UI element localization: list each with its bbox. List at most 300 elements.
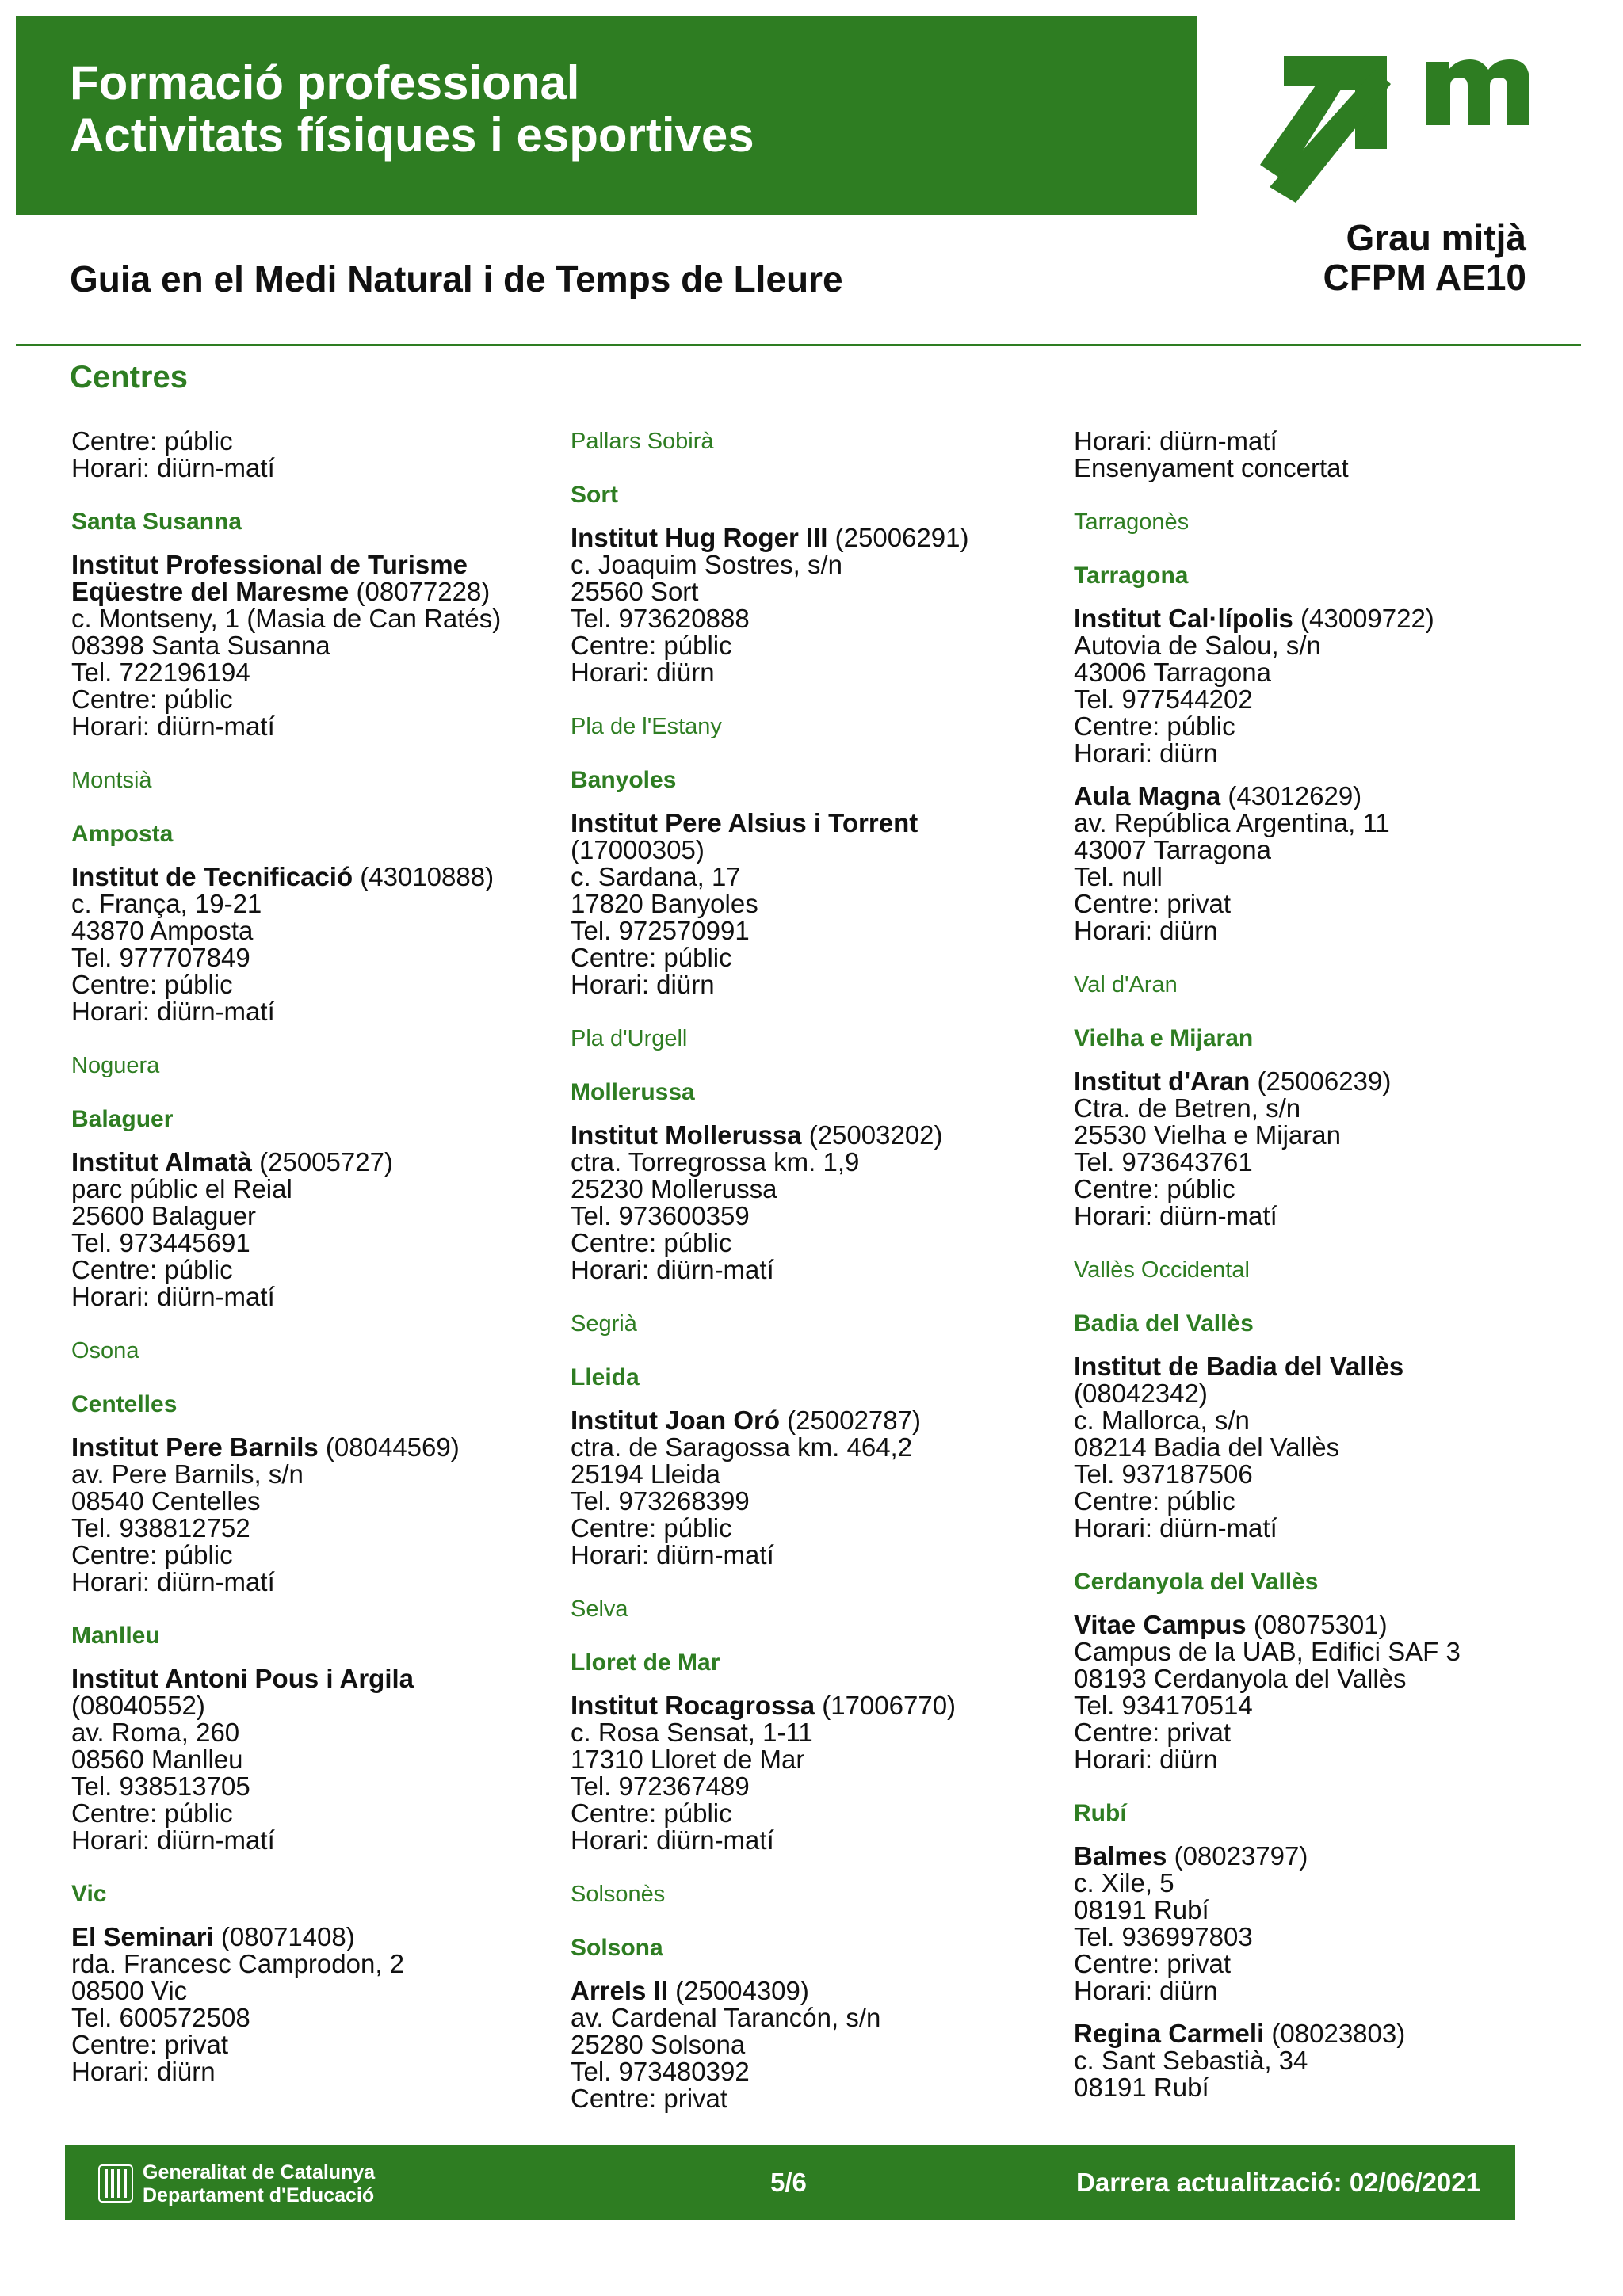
center-entry	[1074, 428, 1565, 482]
center-entry	[71, 551, 563, 740]
entry-line	[1074, 864, 1565, 891]
center-name: Institut Cal·lípolis	[1074, 604, 1293, 633]
center-entry	[571, 524, 1062, 686]
entry-detail: 08191 Rubí	[1074, 1895, 1209, 1924]
entry-line	[1074, 1095, 1565, 1122]
entry-line	[71, 864, 563, 891]
entry-detail: 08191 Rubí	[1074, 2073, 1209, 2102]
arrow-m-logo-icon	[1252, 46, 1537, 212]
entry-line	[571, 1257, 1062, 1283]
entry-line	[571, 1176, 1062, 1203]
entry-detail: 25280 Solsona	[571, 2030, 746, 2059]
entry-detail: ctra. de Saragossa km. 464,2	[571, 1432, 913, 1462]
entry-line	[1074, 2047, 1565, 2074]
entry-detail: Horari: diürn	[71, 2057, 216, 2086]
comarca-heading: Selva	[571, 1596, 628, 1622]
entry-detail: 25560 Sort	[571, 577, 699, 606]
entry-detail: c. Joaquim Sostres, s/n	[571, 550, 842, 579]
entry-line	[571, 2058, 1062, 2085]
entry-line	[571, 1542, 1062, 1569]
entry-line	[71, 1203, 563, 1230]
entry-detail: Horari: diürn-matí	[1074, 426, 1277, 456]
comarca-heading: Pla de l'Estany	[571, 714, 722, 739]
entry-detail: Centre: públic	[571, 631, 732, 660]
entry-line	[571, 1746, 1062, 1773]
entry-detail: Tel. 722196194	[71, 658, 250, 687]
comarca-heading: Montsià	[71, 768, 152, 793]
entry-detail: Tel. 973643761	[1074, 1147, 1253, 1177]
city-heading: Centelles	[71, 1391, 178, 1417]
page-number: 5/6	[770, 2168, 807, 2197]
center-entry	[1074, 1068, 1565, 1230]
entry-detail: Horari: diürn-matí	[71, 1567, 275, 1596]
entry-detail: ctra. Torregrossa km. 1,9	[571, 1147, 860, 1177]
center-name: Institut Hug Roger III	[571, 523, 828, 552]
comarca-heading: Vallès Occidental	[1074, 1257, 1250, 1283]
center-name: Institut Pere Barnils	[71, 1432, 319, 1462]
entry-line	[571, 1719, 1062, 1746]
grade-level: Grau mitjà	[1346, 217, 1526, 258]
center-entry	[571, 1978, 1062, 2112]
center-name: Institut Joan Oró	[571, 1405, 780, 1435]
center-name: Institut Mollerussa	[571, 1120, 802, 1150]
center-entry	[1074, 1611, 1565, 1773]
comarca-heading: Osona	[71, 1338, 139, 1363]
entry-detail: Horari: diürn-matí	[1074, 1201, 1277, 1230]
entry-line	[1074, 1924, 1565, 1951]
center-code: (08023803)	[1264, 2019, 1406, 2048]
entry-detail: Tel. 972367489	[571, 1772, 750, 1801]
entry-detail: Autovia de Salou, s/n	[1074, 631, 1321, 660]
center-code: (25004309)	[667, 1976, 809, 2005]
entry-detail: (08040552)	[71, 1691, 205, 1720]
city-heading: Lleida	[571, 1364, 640, 1390]
entry-line	[1074, 1122, 1565, 1149]
entry-detail: Tel. 973620888	[571, 604, 750, 633]
entry-detail: c. França, 19-21	[71, 889, 262, 918]
entry-detail: Tel. 973480392	[571, 2057, 750, 2086]
entry-line	[571, 1515, 1062, 1542]
entry-line	[71, 917, 563, 944]
entry-line	[71, 551, 563, 578]
entry-detail: Horari: diürn-matí	[571, 1540, 774, 1569]
center-entry	[71, 428, 563, 482]
entry-line	[71, 971, 563, 998]
entry-line	[71, 605, 563, 632]
comarca-heading: Segrià	[571, 1311, 637, 1337]
comarca-heading: Pla d'Urgell	[571, 1026, 688, 1051]
center-code: (08077228)	[349, 577, 491, 606]
entry-line	[1074, 1407, 1565, 1434]
center-entry	[71, 1924, 563, 2085]
entry-line	[71, 1515, 563, 1542]
city-heading: Vic	[71, 1881, 107, 1907]
entry-line	[571, 632, 1062, 659]
city-heading: Balaguer	[71, 1106, 174, 1132]
entry-detail: Centre: públic	[571, 943, 732, 972]
entry-line	[71, 1283, 563, 1310]
entry-detail: 17310 Lloret de Mar	[571, 1745, 805, 1774]
entry-detail: av. Cardenal Tarancón, s/n	[571, 2003, 881, 2032]
center-name: Vitae Campus	[1074, 1610, 1247, 1639]
center-entry	[1074, 1843, 1565, 2004]
entry-line	[71, 1827, 563, 1854]
entry-line	[1074, 605, 1565, 632]
entry-detail: 08193 Cerdanyola del Vallès	[1074, 1664, 1407, 1693]
title-line-2: Activitats físiques i esportives	[70, 109, 754, 162]
entry-detail: c. Xile, 5	[1074, 1868, 1174, 1897]
entry-line	[571, 551, 1062, 578]
entry-line	[571, 944, 1062, 971]
entry-detail: Horari: diürn	[1074, 1976, 1218, 2005]
entry-detail: c. Rosa Sensat, 1-11	[571, 1718, 813, 1747]
entry-line	[571, 891, 1062, 917]
entry-detail: av. Roma, 260	[71, 1718, 240, 1747]
entry-line	[1074, 659, 1565, 686]
city-heading: Vielha e Mijaran	[1074, 1025, 1254, 1051]
entry-detail: 25194 Lleida	[571, 1459, 721, 1489]
entry-detail: Centre: privat	[571, 2084, 728, 2113]
entry-detail: Tel. 936997803	[1074, 1922, 1253, 1951]
entry-detail: Tel. 934170514	[1074, 1691, 1253, 1720]
entry-line	[1074, 2074, 1565, 2101]
entry-detail: Tel. 977544202	[1074, 685, 1253, 714]
center-entry	[1074, 605, 1565, 767]
entry-line	[71, 713, 563, 740]
city-heading: Manlleu	[71, 1623, 160, 1649]
entry-line	[1074, 1176, 1565, 1203]
entry-detail: 25600 Balaguer	[71, 1201, 257, 1230]
entry-line	[1074, 1746, 1565, 1773]
entry-detail: Tel. 937187506	[1074, 1459, 1253, 1489]
center-code: (43010888)	[353, 862, 495, 891]
center-name: Aula Magna	[1074, 781, 1221, 810]
comarca-heading: Pallars Sobirà	[571, 429, 714, 454]
entry-line	[71, 1665, 563, 1692]
center-name: Balmes	[1074, 1841, 1167, 1871]
grade-code: CFPM AE10	[1323, 257, 1526, 298]
entry-detail: Centre: públic	[71, 1255, 233, 1284]
center-code: (43009722)	[1293, 604, 1434, 633]
entry-detail: av. República Argentina, 11	[1074, 808, 1390, 837]
entry-detail: 43006 Tarragona	[1074, 658, 1271, 687]
entry-detail: rda. Francesc Camprodon, 2	[71, 1949, 405, 1978]
entry-line	[1074, 783, 1565, 810]
entry-line	[71, 1800, 563, 1827]
entry-line	[71, 1978, 563, 2004]
entry-line	[1074, 1978, 1565, 2004]
center-entry	[571, 1407, 1062, 1569]
entry-detail: (08042342)	[1074, 1379, 1208, 1408]
entry-detail: Campus de la UAB, Edifici SAF 3	[1074, 1637, 1461, 1666]
entry-line	[1074, 1434, 1565, 1461]
center-name: El Seminari	[71, 1922, 214, 1951]
entry-detail: Tel. null	[1074, 862, 1163, 891]
entry-line	[571, 864, 1062, 891]
center-code: (17006770)	[815, 1691, 957, 1720]
center-name: Institut Rocagrossa	[571, 1691, 815, 1720]
entry-detail: Horari: diürn-matí	[71, 453, 275, 482]
entry-detail: Horari: diürn	[1074, 738, 1218, 768]
entry-detail: 17820 Banyoles	[571, 889, 758, 918]
center-code: (43012629)	[1220, 781, 1362, 810]
entry-line	[571, 524, 1062, 551]
footer-organization	[143, 2161, 375, 2207]
entry-detail: c. Mallorca, s/n	[1074, 1405, 1250, 1435]
entry-line	[71, 1488, 563, 1515]
entry-line	[1074, 686, 1565, 713]
city-heading: Santa Susanna	[71, 509, 242, 535]
entry-detail: Centre: públic	[1074, 1174, 1235, 1203]
entry-line	[571, 2085, 1062, 2112]
entry-line	[571, 578, 1062, 605]
entry-line	[571, 1230, 1062, 1257]
entry-line	[571, 2004, 1062, 2031]
city-heading: Solsona	[571, 1935, 663, 1961]
entry-line	[1074, 1068, 1565, 1095]
entry-line	[1074, 1638, 1565, 1665]
city-heading: Sort	[571, 482, 618, 508]
entry-detail: parc públic el Reial	[71, 1174, 292, 1203]
center-entry	[1074, 783, 1565, 944]
entry-detail: 43007 Tarragona	[1074, 835, 1271, 864]
center-name: Institut Professional de Turisme	[71, 550, 468, 579]
entry-line	[71, 1951, 563, 1978]
entry-line	[571, 1122, 1062, 1149]
entry-line	[1074, 1951, 1565, 1978]
entry-line	[1074, 1719, 1565, 1746]
entry-detail: Tel. 973268399	[571, 1486, 750, 1516]
center-code: (08023797)	[1167, 1841, 1308, 1871]
center-name: Regina Carmeli	[1074, 2019, 1265, 2048]
entry-detail: Horari: diürn-matí	[571, 1825, 774, 1855]
entry-line	[1074, 1515, 1565, 1542]
entry-line	[571, 1434, 1062, 1461]
last-update: Darrera actualització: 02/06/2021	[1076, 2168, 1480, 2197]
entry-line	[71, 2004, 563, 2031]
entry-detail: Centre: públic	[71, 426, 233, 456]
entry-detail: Centre: públic	[71, 1798, 233, 1828]
city-heading: Tarragona	[1074, 563, 1189, 589]
city-heading: Badia del Vallès	[1074, 1310, 1254, 1337]
entry-line	[571, 1149, 1062, 1176]
footer-org-line-2: Departament d'Educació	[143, 2184, 375, 2206]
entry-line	[71, 1176, 563, 1203]
entry-line	[71, 1719, 563, 1746]
city-heading: Rubí	[1074, 1800, 1127, 1826]
center-name: Institut de Badia del Vallès	[1074, 1352, 1404, 1381]
entry-detail: Horari: diürn-matí	[71, 1282, 275, 1311]
entry-line	[1074, 837, 1565, 864]
entry-line	[71, 578, 563, 605]
comarca-heading: Val d'Aran	[1074, 972, 1178, 997]
entry-line	[571, 810, 1062, 837]
entry-line	[71, 1434, 563, 1461]
entry-line	[571, 917, 1062, 944]
comarca-heading: Solsonès	[571, 1882, 666, 1907]
entry-detail: Horari: diürn-matí	[71, 711, 275, 741]
entry-detail: 08214 Badia del Vallès	[1074, 1432, 1340, 1462]
center-entry	[571, 810, 1062, 998]
city-heading: Amposta	[71, 821, 174, 847]
entry-detail: 08560 Manlleu	[71, 1745, 243, 1774]
entry-detail: c. Sant Sebastià, 34	[1074, 2046, 1308, 2075]
entry-detail: 25230 Mollerussa	[571, 1174, 777, 1203]
entry-detail: Centre: privat	[1074, 1949, 1232, 1978]
entry-line	[571, 1461, 1062, 1488]
title-line-1: Formació professional	[70, 56, 580, 109]
comarca-heading: Tarragonès	[1074, 509, 1190, 535]
entry-detail: 25530 Vielha e Mijaran	[1074, 1120, 1341, 1150]
entry-detail: Horari: diürn	[1074, 916, 1218, 945]
center-code: (25006291)	[827, 523, 969, 552]
entry-line	[1074, 1611, 1565, 1638]
entry-detail: Centre: públic	[1074, 1486, 1235, 1516]
center-code: (25005727)	[251, 1147, 393, 1177]
entry-line	[571, 1407, 1062, 1434]
entry-detail: Centre: públic	[71, 685, 233, 714]
entry-detail: Centre: privat	[1074, 1718, 1232, 1747]
entry-line	[571, 1488, 1062, 1515]
entry-line	[71, 632, 563, 659]
entry-detail: c. Montseny, 1 (Masia de Can Ratés)	[71, 604, 502, 633]
entry-line	[1074, 891, 1565, 917]
entry-line	[1074, 810, 1565, 837]
cycle-title: Guia en el Medi Natural i de Temps de Lleure	[70, 258, 843, 299]
entry-detail: Horari: diürn-matí	[571, 1255, 774, 1284]
comarca-heading: Noguera	[71, 1053, 160, 1078]
entry-line	[571, 1692, 1062, 1719]
generalitat-emblem-icon	[98, 2164, 133, 2203]
city-heading: Mollerussa	[571, 1079, 695, 1105]
entry-line	[71, 428, 563, 455]
entry-line	[71, 1149, 563, 1176]
entry-line	[71, 1542, 563, 1569]
center-entry	[1074, 2020, 1565, 2101]
entry-line	[571, 659, 1062, 686]
center-code: (08071408)	[213, 1922, 355, 1951]
entry-line	[571, 837, 1062, 864]
entry-line	[71, 1461, 563, 1488]
document-title	[70, 57, 754, 162]
center-name: Eqüestre del Maresme	[71, 577, 349, 606]
entry-line	[1074, 455, 1565, 482]
entry-line	[1074, 1665, 1565, 1692]
center-entry	[71, 1665, 563, 1854]
entry-line	[71, 1692, 563, 1719]
entry-line	[571, 1978, 1062, 2004]
entry-detail: Ctra. de Betren, s/n	[1074, 1093, 1301, 1123]
entry-line	[1074, 740, 1565, 767]
entry-detail: c. Sardana, 17	[571, 862, 741, 891]
footer-band	[65, 2145, 1515, 2220]
column-1	[71, 428, 563, 2085]
entry-detail: Horari: diürn-matí	[1074, 1513, 1277, 1543]
center-entry	[571, 1692, 1062, 1854]
center-code: (25006239)	[1250, 1066, 1392, 1096]
entry-detail: Horari: diürn-matí	[71, 1825, 275, 1855]
entry-detail: Tel. 938812752	[71, 1513, 250, 1543]
center-code: (08044569)	[318, 1432, 460, 1462]
entry-line	[71, 686, 563, 713]
entry-detail: Tel. 973600359	[571, 1201, 750, 1230]
entry-line	[71, 1230, 563, 1257]
grade-label	[1323, 218, 1526, 297]
entry-line	[1074, 1380, 1565, 1407]
entry-line	[71, 455, 563, 482]
entry-line	[571, 971, 1062, 998]
entry-line	[71, 998, 563, 1025]
center-code: (08075301)	[1246, 1610, 1388, 1639]
entry-line	[1074, 917, 1565, 944]
entry-detail: Tel. 600572508	[71, 2003, 250, 2032]
entry-line	[1074, 1843, 1565, 1870]
entry-line	[571, 1800, 1062, 1827]
entry-detail: Centre: privat	[1074, 889, 1232, 918]
entry-detail: Horari: diürn	[571, 970, 715, 999]
entry-detail: 08398 Santa Susanna	[71, 631, 330, 660]
entry-line	[1074, 1353, 1565, 1380]
center-name: Arrels II	[571, 1976, 668, 2005]
entry-line	[571, 605, 1062, 632]
entry-detail: Tel. 938513705	[71, 1772, 250, 1801]
entry-detail: Centre: públic	[1074, 711, 1235, 741]
entry-detail: Centre: públic	[571, 1228, 732, 1257]
entry-line	[571, 1773, 1062, 1800]
center-name: Institut de Tecnificació	[71, 862, 353, 891]
entry-detail: 08540 Centelles	[71, 1486, 261, 1516]
entry-line	[71, 891, 563, 917]
entry-line	[1074, 428, 1565, 455]
entry-line	[71, 1773, 563, 1800]
city-heading: Cerdanyola del Vallès	[1074, 1569, 1319, 1595]
entry-line	[71, 2058, 563, 2085]
entry-detail: Horari: diürn-matí	[71, 997, 275, 1026]
entry-line	[1074, 1461, 1565, 1488]
center-entry	[1074, 1353, 1565, 1542]
section-title: Centres	[70, 360, 188, 395]
entry-line	[1074, 1870, 1565, 1897]
entry-line	[1074, 1488, 1565, 1515]
center-code: (25002787)	[780, 1405, 921, 1435]
entry-detail: Ensenyament concertat	[1074, 453, 1349, 482]
entry-line	[71, 659, 563, 686]
entry-line	[1074, 1149, 1565, 1176]
center-entry	[71, 1149, 563, 1310]
entry-detail: 43870 Amposta	[71, 916, 254, 945]
center-entry	[71, 864, 563, 1025]
entry-line	[571, 1203, 1062, 1230]
entry-detail: Tel. 972570991	[571, 916, 750, 945]
entry-line	[71, 1924, 563, 1951]
center-entry	[71, 1434, 563, 1596]
city-heading: Lloret de Mar	[571, 1650, 720, 1676]
center-code: (25003202)	[801, 1120, 943, 1150]
entry-line	[1074, 1203, 1565, 1230]
column-3	[1074, 428, 1565, 2101]
entry-detail: Centre: públic	[571, 1798, 732, 1828]
center-name: Institut d'Aran	[1074, 1066, 1251, 1096]
header-divider	[16, 344, 1581, 346]
entry-detail: Tel. 977707849	[71, 943, 250, 972]
entry-detail: Centre: privat	[71, 2030, 229, 2059]
entry-detail: Centre: públic	[71, 970, 233, 999]
center-name: Institut Pere Alsius i Torrent	[571, 808, 918, 837]
entry-line	[1074, 632, 1565, 659]
entry-detail: av. Pere Barnils, s/n	[71, 1459, 304, 1489]
entry-detail: Centre: públic	[571, 1513, 732, 1543]
entry-line	[71, 1746, 563, 1773]
